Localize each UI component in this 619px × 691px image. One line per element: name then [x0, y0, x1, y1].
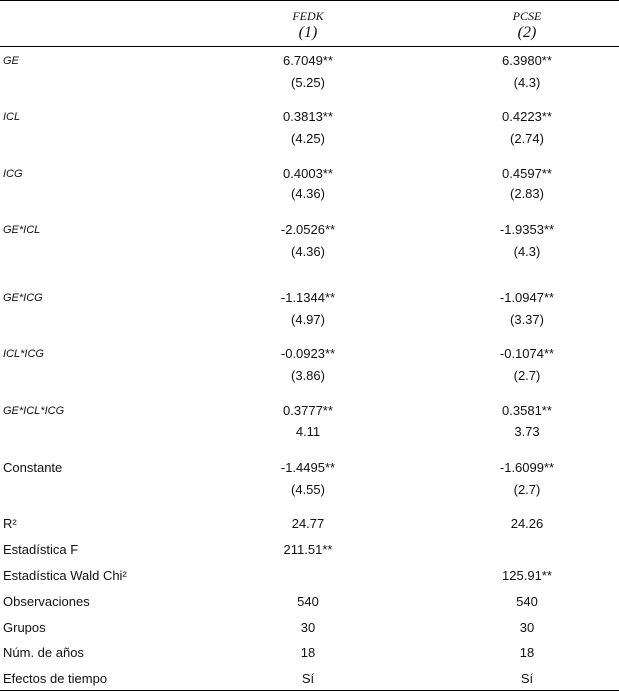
coef-pcse: 0.3581**: [502, 403, 552, 418]
header-rule: [0, 46, 619, 47]
column-number-2: (2): [517, 24, 537, 41]
stat-label: Efectos de tiempo: [3, 671, 108, 686]
stat-label: Observaciones: [3, 594, 90, 609]
coef-fedk: -1.4495**: [280, 460, 336, 475]
stat-pcse: 3.73: [514, 424, 540, 439]
row-label: ICL: [3, 111, 21, 123]
column-number-1: (1): [298, 24, 318, 41]
stat-value-fedk: 211.51**: [283, 542, 333, 557]
stat-pcse: (2.7): [513, 482, 541, 497]
stat-value-fedk: Sí: [301, 671, 315, 686]
row-label: ICG: [3, 168, 23, 180]
row-label: ICL*ICG: [3, 348, 44, 360]
top-rule: [0, 0, 619, 1]
stat-fedk: (5.25): [291, 75, 325, 90]
stat-pcse: (2.7): [513, 368, 541, 383]
coef-fedk: 6.7049**: [283, 53, 333, 68]
coef-fedk: -2.0526**: [280, 222, 336, 237]
coef-pcse: -1.6099**: [499, 460, 555, 475]
stat-fedk: (4.25): [291, 131, 325, 146]
stat-value-fedk: 24.77: [291, 516, 325, 531]
coef-fedk: -1.1344**: [280, 290, 336, 305]
stat-fedk: (4.36): [291, 244, 325, 259]
stat-value-pcse: 540: [516, 594, 538, 609]
stat-label: Estadística F: [3, 542, 79, 557]
coef-fedk: 0.3777**: [283, 403, 333, 418]
stat-value-fedk: 30: [300, 620, 316, 635]
coef-fedk: -0.0923**: [280, 346, 336, 361]
stat-fedk: 4.11: [295, 424, 321, 439]
stat-pcse: (2.83): [510, 186, 544, 201]
stat-label: Núm. de años: [3, 645, 84, 660]
stat-value-pcse: 125.91**: [502, 568, 552, 583]
stat-value-fedk: 18: [300, 645, 316, 660]
stat-value-pcse: 18: [519, 645, 535, 660]
row-label: GE*ICG: [3, 292, 43, 304]
stat-value-pcse: 30: [519, 620, 535, 635]
row-label: GE*ICL: [3, 224, 41, 236]
stat-pcse: (4.3): [513, 75, 541, 90]
stat-fedk: (4.36): [291, 186, 325, 201]
coef-pcse: -1.0947**: [499, 290, 555, 305]
stat-fedk: (3.86): [291, 368, 325, 383]
row-label: GE*ICL*ICG: [3, 405, 65, 417]
coef-pcse: -1.9353**: [499, 222, 555, 237]
column-header-fedk: FEDK: [292, 9, 324, 23]
row-label: GE: [3, 55, 19, 67]
coef-pcse: -0.1074**: [499, 346, 555, 361]
stat-fedk: (4.55): [291, 482, 325, 497]
stat-label: Estadística Wald Chi²: [3, 568, 127, 583]
column-header-pcse: PCSE: [512, 9, 542, 23]
stat-pcse: (3.37): [510, 312, 544, 327]
stat-label: Grupos: [3, 620, 46, 635]
coef-fedk: 0.4003**: [283, 166, 333, 181]
stat-value-pcse: Sí: [520, 671, 534, 686]
coef-pcse: 0.4223**: [502, 109, 552, 124]
stat-pcse: (2.74): [510, 131, 544, 146]
row-label: Constante: [3, 460, 63, 475]
stat-label: R²: [3, 516, 17, 531]
stat-value-fedk: 540: [297, 594, 319, 609]
stat-pcse: (4.3): [513, 244, 541, 259]
stat-fedk: (4.97): [291, 312, 325, 327]
stat-value-pcse: 24.26: [510, 516, 544, 531]
coef-pcse: 6.3980**: [502, 53, 552, 68]
coef-fedk: 0.3813**: [283, 109, 333, 124]
coef-pcse: 0.4597**: [502, 166, 552, 181]
